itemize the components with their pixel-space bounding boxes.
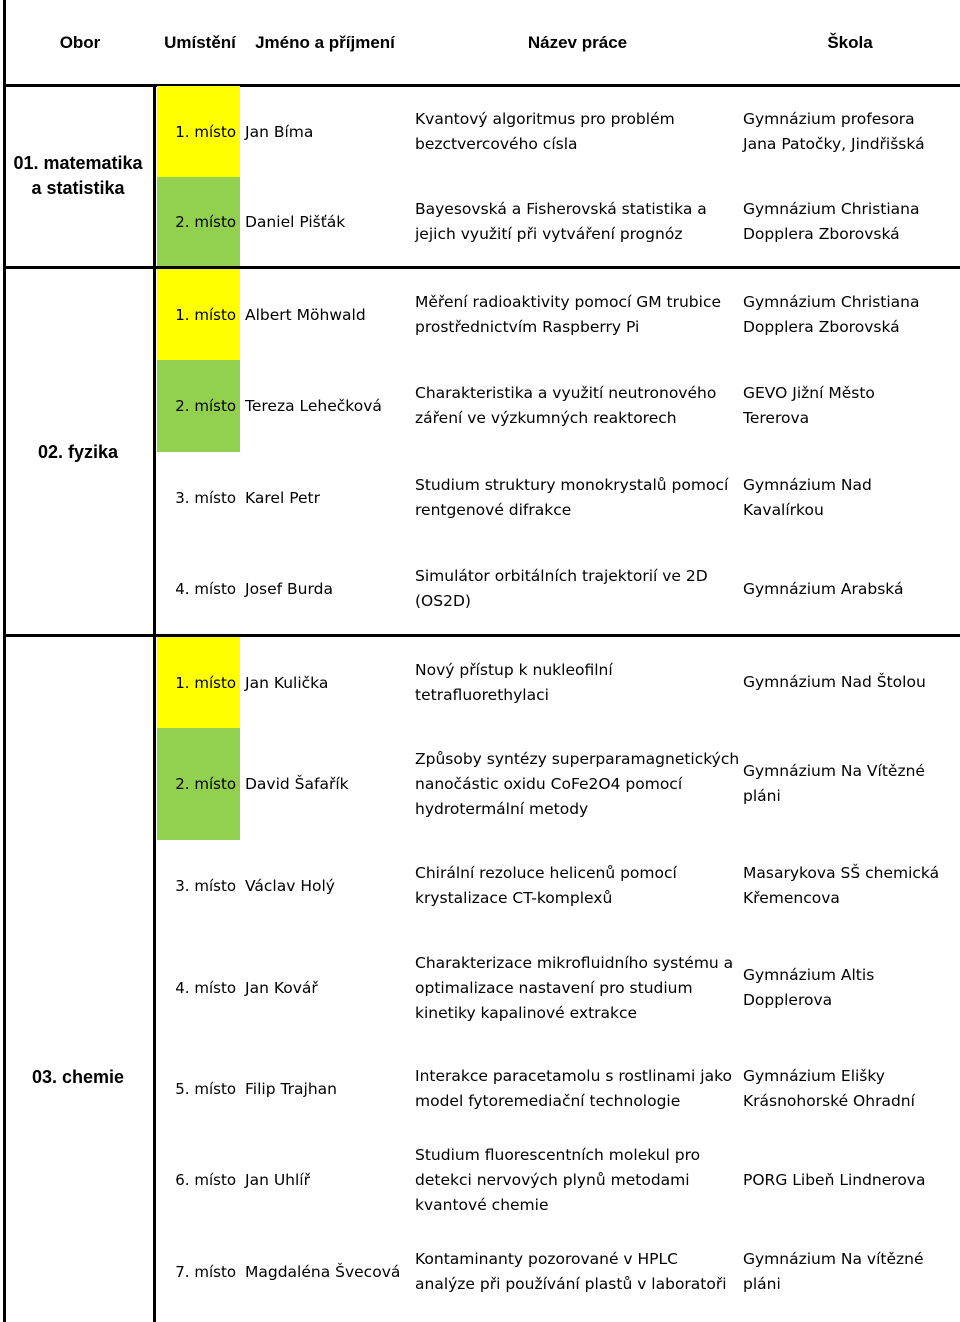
- project-title: Měření radioaktivity pomocí GM trubice prostřednictvím Raspberry Pi: [415, 292, 721, 336]
- project-title: Simulátor orbitálních trajektorií ve 2D (OS2D): [415, 567, 708, 610]
- category-label-line: 01. matematika: [13, 153, 143, 173]
- placement-cell: 6. místo: [175, 1171, 236, 1189]
- school-name: Masarykova SŠ chemická Křemencova: [743, 864, 940, 907]
- placement-cell: 2. místo: [157, 728, 240, 840]
- header-nazev: Název práce: [527, 33, 628, 52]
- header-umisteni: Umístění: [164, 33, 236, 52]
- project-title: Interakce paracetamolu s rostlinami jako model fytoremediační technologie: [415, 1067, 732, 1110]
- student-name: Josef Burda: [245, 580, 333, 598]
- placement-cell: 4. místo: [175, 580, 236, 598]
- placement-cell: 3. místo: [175, 877, 236, 895]
- placement-cell: 1. místo: [157, 86, 240, 177]
- student-name: Jan Kovář: [245, 979, 318, 997]
- placement-cell: 1. místo: [157, 269, 240, 360]
- project-title: Kvantový algoritmus pro problém bezctvercového císla: [415, 109, 675, 153]
- school-name: Gymnázium profesora Jana Patočky, Jindřišská: [743, 109, 925, 153]
- student-name: Filip Trajhan: [245, 1080, 337, 1098]
- school-name: Gymnázium Nad Kavalírkou: [743, 476, 872, 519]
- student-name: Daniel Pišťák: [245, 212, 346, 231]
- project-title: Charakterizace mikrofluidního systému a optimalizace nastavení pro studium kinetiky kapalinové extrakce: [415, 953, 734, 1022]
- student-name: Albert Möhwald: [245, 305, 366, 324]
- project-title: Bayesovská a Fisherovská statistika a jejich využití při vytváření prognóz: [415, 199, 707, 243]
- school-name: Gymnázium Arabská: [743, 579, 904, 598]
- category-label-line: 02. fyzika: [37, 441, 119, 462]
- category-label-line: 03. chemie: [31, 1066, 125, 1087]
- school-name: Gymnázium Christiana Dopplera Zborovská: [743, 199, 920, 243]
- category-label-line: a statistika: [31, 178, 125, 198]
- school-name: Gymnázium Elišky Krásnohorské Ohradní: [743, 1067, 915, 1110]
- school-name: Gymnázium Na vítězné pláni: [743, 1250, 924, 1293]
- school-name: PORG Libeň Lindnerova: [743, 1170, 926, 1189]
- student-name: Jan Uhlíř: [245, 1171, 310, 1189]
- project-title: Charakteristika a využití neutronového záření ve výzkumných reaktorech: [415, 384, 717, 427]
- student-name: Jan Kulička: [245, 673, 329, 692]
- student-name: Tereza Lehečková: [245, 397, 382, 415]
- category-matematika: [3, 144, 153, 208]
- project-title: Studium fluorescentních molekul pro detekci nervových plynů metodami kvantové chemie: [415, 1145, 701, 1214]
- placement-cell: 3. místo: [175, 489, 236, 507]
- placement-cell: 1. místo: [157, 637, 240, 728]
- header-jmeno: Jméno a příjmení: [255, 33, 395, 52]
- school-name: Gymnázium Nad Štolou: [743, 673, 926, 691]
- student-name: Václav Holý: [245, 877, 335, 895]
- placement-cell: 7. místo: [175, 1263, 236, 1281]
- school-name: Gymnázium Na Vítězné pláni: [743, 762, 925, 805]
- category-column-divider: [153, 86, 156, 1322]
- project-title: Studium struktury monokrystalů pomocí rentgenové difrakce: [415, 476, 729, 519]
- student-name: Karel Petr: [245, 489, 320, 507]
- student-name: Jan Bíma: [245, 122, 314, 141]
- school-name: Gymnázium Christiana Dopplera Zborovská: [743, 292, 920, 336]
- project-title: Způsoby syntézy superparamagnetických nanočástic oxidu CoFe2O4 pomocí hydrotermální metody: [415, 749, 740, 818]
- category-fyzika: [3, 437, 153, 467]
- student-name: Magdaléna Švecová: [245, 1263, 401, 1281]
- placement-cell: 2. místo: [157, 177, 240, 266]
- student-name: David Šafařík: [245, 775, 349, 793]
- header-skola: Škola: [827, 33, 873, 52]
- project-title: Chirální rezoluce helicenů pomocí krystalizace CT-komplexů: [415, 864, 677, 907]
- project-title: Nový přístup k nukleofilní tetrafluorethylaci: [415, 660, 613, 704]
- placement-cell: 5. místo: [175, 1080, 236, 1098]
- placement-cell: 4. místo: [175, 979, 236, 997]
- placement-cell: 2. místo: [157, 360, 240, 452]
- header-obor: Obor: [59, 33, 101, 52]
- school-name: Gymnázium Altis Dopplerova: [743, 966, 875, 1009]
- school-name: GEVO Jižní Město Tererova: [743, 384, 875, 427]
- category-chemie: [3, 1062, 153, 1092]
- project-title: Kontaminanty pozorované v HPLC analýze při používání plastů v laboratoři: [415, 1250, 727, 1293]
